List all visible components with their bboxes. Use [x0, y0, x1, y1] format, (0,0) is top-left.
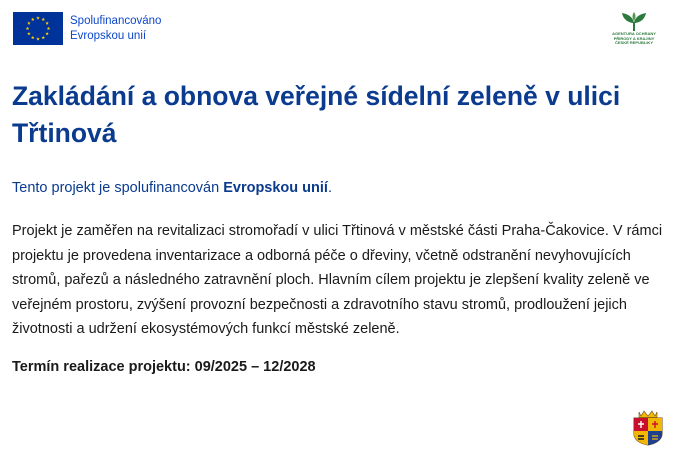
cofunding-statement — [12, 180, 332, 196]
agency-logo-text — [603, 32, 665, 46]
leaves-logo-icon — [619, 12, 649, 32]
eu-flag-icon — [13, 12, 63, 45]
agency-text-line2: PŘÍRODY A KRAJINY — [613, 35, 655, 41]
eu-cofunding-text — [70, 14, 161, 44]
eu-text-line1: Spolufinancováno — [70, 14, 162, 27]
agency-text-line1: AGENTURA OCHRANY — [612, 31, 656, 36]
eu-cofunding-logo — [13, 12, 161, 45]
eu-text-line2: Evropskou unií — [70, 29, 147, 42]
cofunding-suffix: . — [327, 180, 332, 196]
cofunding-prefix: Tento projekt je spolufinancován — [12, 180, 224, 196]
header — [13, 12, 665, 48]
project-description: Projekt je zaměřen na revitalizaci stromořadí v ulici Třtinová v městské části Praha-Čakovice. V rámci projektu je provedena inventarizace a odborná péče o dřeviny, včetně odstranění nevyhovujících stromů, pařezů a následného zatravnění ploch. Hlavním cílem projektu je zlepšení kvality zeleně ve veřejném prostoru, zvýšení provozní bezpečnosti a zdravotního stavu stromů, prodloužení jejich životnosti a udržení ekosystémových funkcí městské zeleně. — [12, 223, 663, 338]
agency-logo — [603, 12, 665, 52]
agency-text-line3: ČESKÉ REPUBLIKY — [614, 40, 653, 46]
cofunding-highlight: Evropskou unií — [223, 180, 328, 196]
page-title: Zakládání a obnova veřejné sídelní zeleně v ulici Třtinová — [12, 81, 621, 148]
coat-of-arms-icon — [632, 408, 664, 446]
project-term: Termín realizace projektu: 09/2025 – 12/2028 — [12, 359, 316, 375]
